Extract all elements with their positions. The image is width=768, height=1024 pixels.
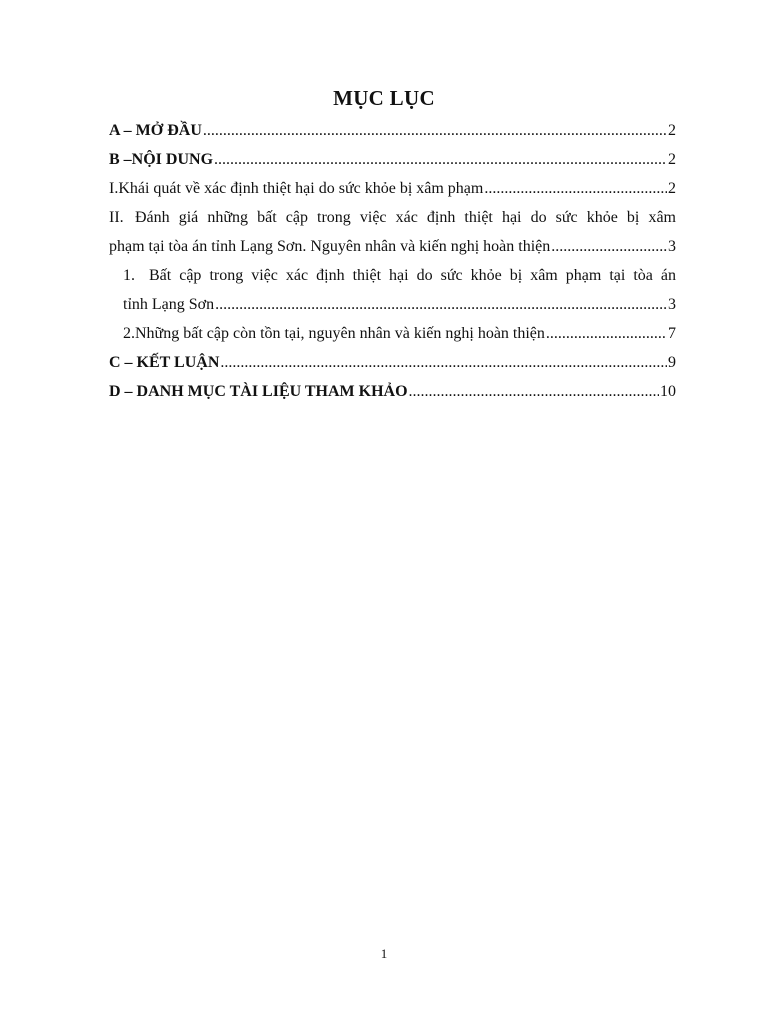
- toc-entry-label: Khái quát về xác định thiệt hại do sức khỏe bị xâm phạm: [118, 180, 484, 197]
- toc-entry-number: I.: [109, 180, 119, 197]
- toc-entry-subsection-1-line-2[interactable]: [109, 290, 676, 319]
- toc-title: MỤC LỤC: [333, 86, 435, 110]
- toc-entry-page: 10: [660, 383, 676, 400]
- toc-entry-label: Bất cập trong việc xác định thiệt hại do sức khỏe bị xâm phạm tại tòa án: [149, 267, 676, 284]
- toc-entry-introduction[interactable]: [109, 116, 676, 145]
- toc-entry-label-continued: phạm tại tòa án tỉnh Lạng Sơn. Nguyên nhân và kiến nghị hoàn thiện: [109, 238, 551, 255]
- dot-leader: [546, 319, 667, 348]
- dot-leader: [214, 145, 667, 174]
- dot-leader: [409, 377, 659, 406]
- toc-entry-label-continued: tỉnh Lạng Sơn: [123, 296, 215, 313]
- toc-entry-section-2-line-1[interactable]: [109, 203, 676, 232]
- toc-entry-label: Những bất cập còn tồn tại, nguyên nhân và kiến nghị hoàn thiện: [135, 325, 545, 342]
- toc-entry-content[interactable]: [109, 145, 676, 174]
- toc-entry-number: II.: [109, 209, 124, 226]
- dot-leader: [215, 290, 667, 319]
- dot-leader: [484, 174, 667, 203]
- toc-entry-label: A – MỞ ĐẦU: [109, 122, 202, 139]
- dot-leader: [220, 348, 667, 377]
- page-number: 1: [380, 946, 388, 961]
- toc-entry-subsection-1-line-1[interactable]: [109, 261, 676, 290]
- toc-entry-conclusion[interactable]: [109, 348, 676, 377]
- toc-entry-page: 7: [668, 325, 676, 342]
- toc-entry-label: C – KẾT LUẬN: [109, 354, 220, 371]
- toc-entry-subsection-2[interactable]: [109, 319, 676, 348]
- toc-entry-page: 3: [668, 238, 676, 255]
- toc-entry-page: 2: [668, 180, 676, 197]
- toc-entry-section-2-line-2[interactable]: [109, 232, 676, 261]
- toc-entry-page: 9: [668, 354, 676, 371]
- toc-entry-page: 2: [668, 151, 676, 168]
- toc-entry-references[interactable]: [109, 377, 676, 406]
- toc-entry-label: D – DANH MỤC TÀI LIỆU THAM KHẢO: [109, 383, 408, 400]
- dot-leader: [551, 232, 667, 261]
- toc-entry-label: Đánh giá những bất cập trong việc xác định thiệt hại do sức khỏe bị xâm: [135, 209, 676, 226]
- toc-entry-label: B –NỘI DUNG: [109, 151, 214, 168]
- toc-entry-number: 1.: [123, 267, 135, 284]
- toc-entry-page: 3: [668, 296, 676, 313]
- toc-entry-section-1[interactable]: [109, 174, 676, 203]
- dot-leader: [203, 116, 667, 145]
- table-of-contents: [109, 116, 676, 406]
- toc-entry-number: 2.: [123, 325, 135, 342]
- toc-entry-page: 2: [668, 122, 676, 139]
